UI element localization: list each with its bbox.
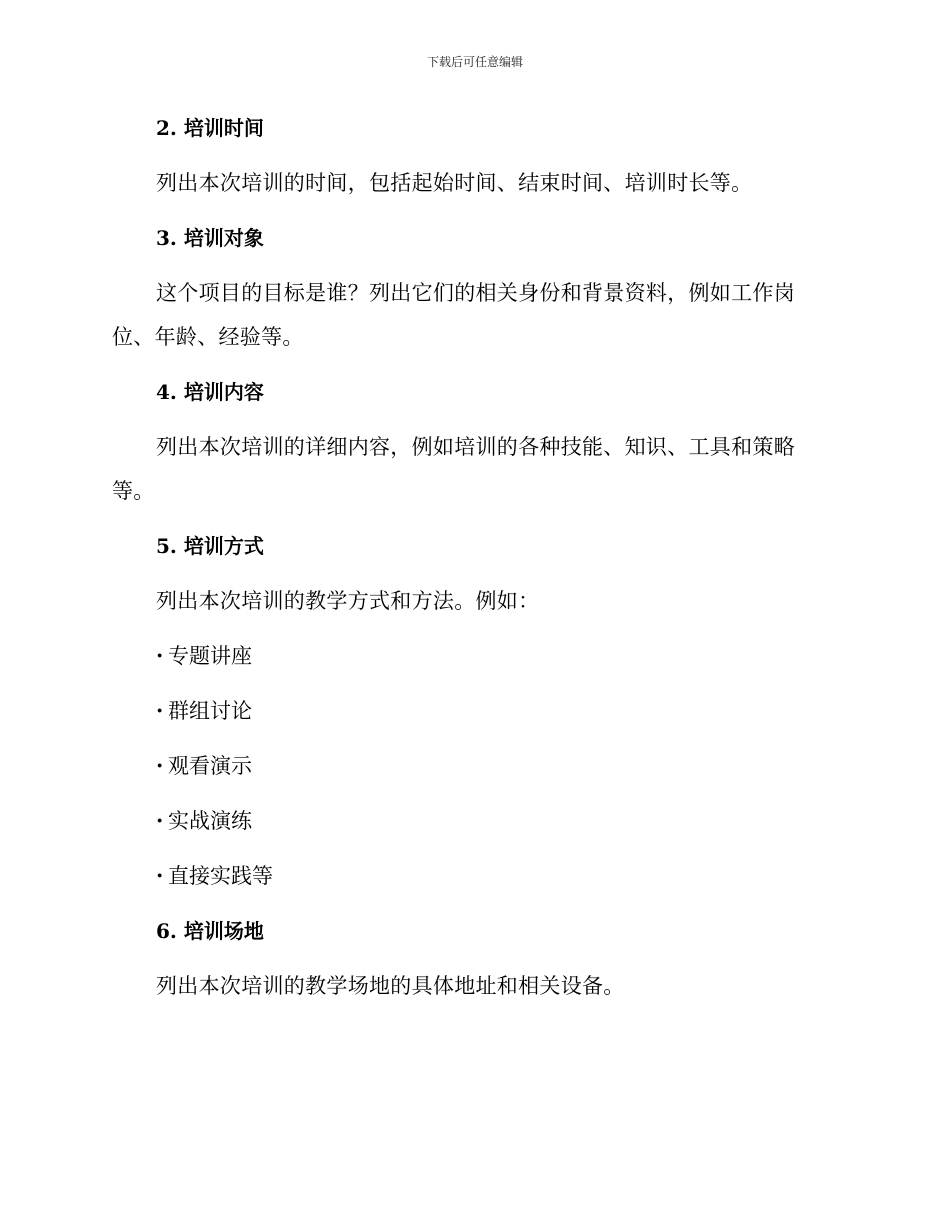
section-paragraph: 列出本次培训的教学场地的具体地址和相关设备。 [156, 974, 625, 998]
bullet-dot: · [156, 863, 164, 888]
bullet-item [112, 854, 812, 898]
page-header: 下载后可任意编辑 [426, 55, 523, 69]
section-training-audience [112, 216, 812, 359]
document-body [112, 106, 812, 1019]
bullet-dot: · [156, 643, 164, 668]
bullet-item [112, 634, 812, 678]
section-heading: 3. 培训对象 [156, 226, 264, 250]
section-training-time [112, 106, 812, 205]
section-paragraph: 列出本次培训的教学方式和方法。例如： [156, 589, 540, 613]
bullet-text: 群组讨论 [168, 699, 252, 723]
bullet-dot: · [156, 808, 164, 833]
section-heading: 2. 培训时间 [156, 116, 264, 140]
section-training-content [112, 370, 812, 513]
bullet-text: 实战演练 [168, 809, 252, 833]
section-heading: 4. 培训内容 [156, 380, 264, 404]
section-heading: 5. 培训方式 [156, 534, 264, 558]
bullet-dot: · [156, 753, 164, 778]
bullet-item [112, 689, 812, 733]
section-training-method [112, 524, 812, 898]
bullet-item [112, 799, 812, 843]
section-paragraph: 列出本次培训的详细内容，例如培训的各种技能、知识、工具和策略等。 [112, 435, 795, 503]
section-paragraph: 列出本次培训的时间，包括起始时间、结束时间、培训时长等。 [156, 171, 753, 195]
bullet-text: 专题讲座 [168, 644, 252, 668]
bullet-dot: · [156, 698, 164, 723]
bullet-item [112, 744, 812, 788]
method-bullet-list [112, 634, 812, 898]
section-training-venue [112, 909, 812, 1008]
section-heading: 6. 培训场地 [156, 919, 264, 943]
section-paragraph: 这个项目的目标是谁？列出它们的相关身份和背景资料，例如工作岗位、年龄、经验等。 [112, 281, 795, 349]
bullet-text: 观看演示 [168, 754, 252, 778]
bullet-text: 直接实践等 [168, 864, 273, 888]
